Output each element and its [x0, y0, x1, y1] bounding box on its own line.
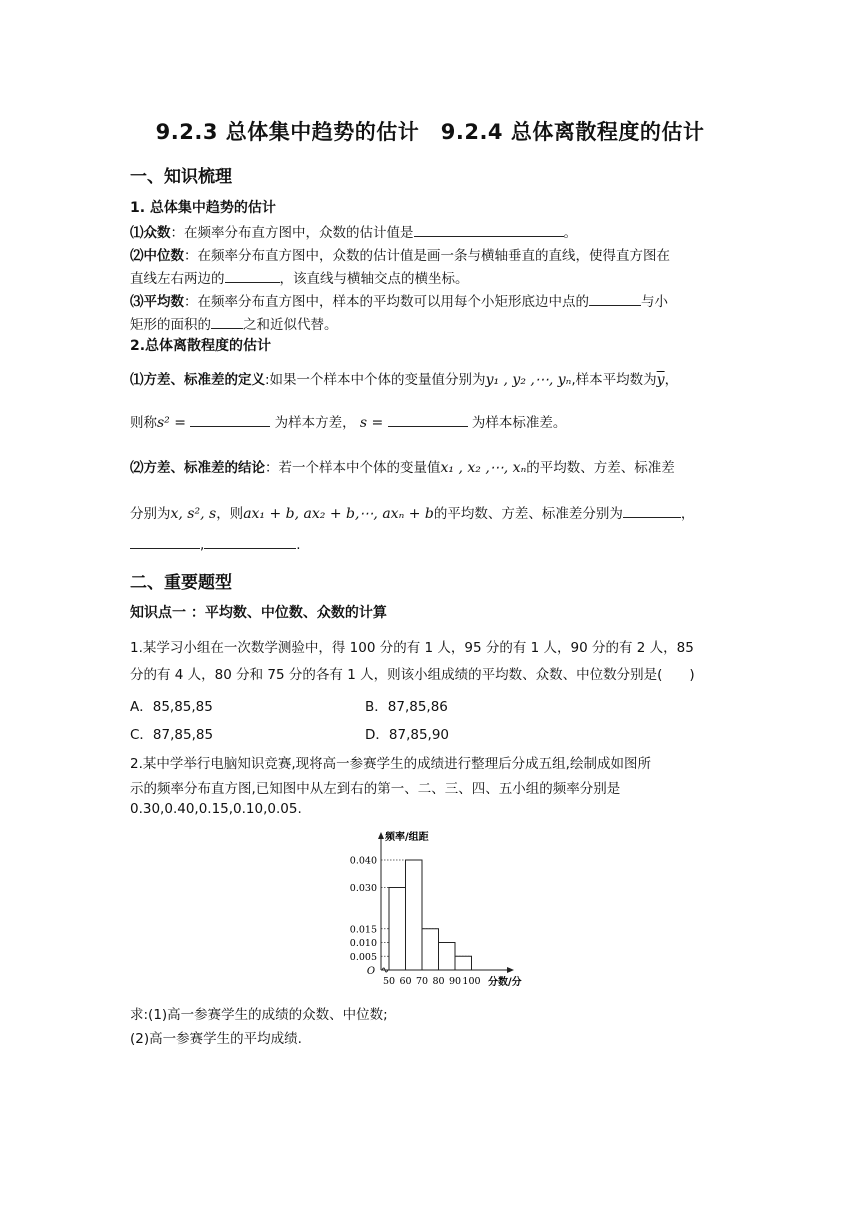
conclusion-end: .: [296, 537, 301, 553]
variance-def-2b: 为样本方差，: [274, 415, 356, 431]
mean-text-2b: 之和近似代替。: [243, 317, 338, 333]
variance-def-text2: ,样本平均数为: [571, 372, 657, 388]
mode-blank: [414, 224, 564, 237]
conclusion-line-1: [130, 456, 675, 476]
conclusion-2b: ，则: [216, 506, 244, 522]
median-line-2: [130, 267, 469, 287]
conclusion-label: ⑵方差、标准差的结论: [130, 460, 265, 476]
question-1-line-2: 分的有 4 人，80 分和 75 分的各有 1 人，则该小组成绩的平均数、众数、中位数分别是( ): [130, 667, 695, 683]
mean-line-1: [130, 290, 668, 310]
histogram-bar: [439, 943, 456, 971]
mean-text: ：在频率分布直方图中，样本的平均数可以用每个小矩形底边中点的: [184, 294, 589, 310]
conclusion-expr: ax₁ + b, ax₂ + b,⋯, axₙ + b: [243, 506, 434, 522]
mean-text-2a: 矩形的面积的: [130, 317, 211, 333]
conclusion-2c: 的平均数、方差、标准差分别为: [433, 506, 623, 522]
median-label: ⑵中位数: [130, 248, 184, 264]
question-2-line-2: 示的频率分布直方图,已知图中从左到右的第一、二、三、四、五小组的频率分别是: [130, 781, 621, 797]
conclusion-sep: ,: [200, 537, 205, 553]
conclusion-blank-1: [623, 505, 681, 518]
x-tick-label: 70: [415, 976, 429, 987]
mode-label: ⑴众数: [130, 225, 171, 241]
stddev-symbol: s =: [359, 415, 384, 431]
y-tick-label: 0.015: [349, 924, 377, 936]
page-title: 9.2.3 总体集中趋势的估计 9.2.4 总体离散程度的估计: [155, 120, 705, 144]
mean-label: ⑶平均数: [130, 294, 184, 310]
variance-def-2a: 则称: [130, 415, 157, 431]
question-1-line-1: 1.某学习小组在一次数学测验中，得 100 分的有 1 人，95 分的有 1 人，90 分的有 2 人，85: [130, 640, 694, 656]
y-tick-label: 0.040: [349, 855, 377, 867]
question-2-line-3: 0.30,0.40,0.15,0.10,0.05.: [130, 801, 302, 817]
x-tick-label: 90: [448, 976, 462, 987]
median-blank: [225, 270, 280, 283]
y-axis-label: 频率/组距: [385, 832, 429, 843]
mean-line-2: [130, 313, 338, 333]
option-c: C．87,85,85: [130, 727, 214, 743]
histogram-bar: [389, 888, 406, 971]
option-b: B．87,85,86: [365, 699, 448, 715]
y-tick-label: 0.010: [349, 938, 377, 949]
variance-symbol: s² =: [157, 415, 186, 431]
mean-blank-1: [589, 293, 641, 306]
mode-text: ：在频率分布直方图中，众数的估计值是: [170, 225, 414, 241]
histogram-bar: [422, 929, 439, 970]
conclusion-2a: 分别为: [130, 506, 171, 522]
section-heading-knowledge: 一、知识梳理: [130, 167, 232, 187]
question-2-line-1: 2.某中学举行电脑知识竞赛,现将高一参赛学生的成绩进行整理后分成五组,绘制成如图所: [130, 756, 651, 772]
conclusion-line-2: [130, 502, 694, 522]
histogram-bar: [455, 956, 472, 970]
median-text-2a: 直线左右两边的: [130, 271, 225, 287]
option-d: D．87,85,90: [365, 727, 450, 743]
conclusion-text: ：若一个样本中个体的变量值: [265, 460, 441, 476]
conclusion-text2: 的平均数、方差、标准差: [526, 460, 675, 476]
variance-blank: [190, 414, 270, 427]
conclusion-line-3: [130, 536, 301, 553]
y-tick-label: 0.005: [349, 951, 377, 963]
frequency-histogram: [320, 826, 540, 992]
median-text-2b: ，该直线与横轴交点的横坐标。: [279, 271, 469, 287]
conclusion-stats: x, s², s: [170, 506, 217, 522]
mean-text-b: 与小: [641, 294, 668, 310]
mode-line: [130, 221, 577, 241]
knowledge-point-1: 知识点一 ：平均数、中位数、众数的计算: [130, 605, 387, 621]
median-text: ：在频率分布直方图中，众数的估计值是画一条与横轴垂直的直线，使得直方图在: [184, 248, 670, 264]
variance-def-line-2: [130, 411, 566, 431]
subheading-dispersion: 2.总体离散程度的估计: [130, 338, 272, 354]
stddev-blank: [388, 414, 468, 427]
subheading-central-tendency: 1. 总体集中趋势的估计: [130, 200, 276, 216]
x-tick-label: 80: [432, 976, 445, 987]
variance-def-label: ⑴方差、标准差的定义: [130, 372, 265, 388]
origin-label: O: [366, 966, 376, 977]
ask-2: (2)高一参赛学生的平均成绩.: [130, 1031, 302, 1047]
median-line-1: [130, 244, 670, 264]
x-tick-label: 100: [462, 976, 481, 987]
histogram-bar: [406, 860, 423, 970]
x-axis-label: 分数/分: [488, 977, 522, 988]
conclusion-blank-3: [204, 536, 296, 549]
variance-def-vars: y₁ , y₂ ,⋯, yₙ: [485, 372, 572, 388]
mode-end: 。: [563, 225, 577, 241]
section-heading-question-types: 二、重要题型: [130, 573, 232, 593]
x-tick-label: 50: [382, 976, 396, 987]
x-tick-label: 60: [399, 976, 412, 987]
variance-def-line-1: [130, 368, 678, 388]
variance-def-2c: 为样本标准差。: [471, 415, 567, 431]
x-axis-arrow: [507, 967, 514, 973]
y-tick-label: 0.030: [349, 883, 377, 894]
conclusion-blank-2: [130, 536, 200, 549]
mean-blank-2: [211, 316, 243, 329]
conclusion-vars: x₁ , x₂ ,⋯, xₙ: [440, 460, 527, 476]
option-a: A．85,85,85: [130, 699, 213, 715]
variance-def-end: ，: [664, 372, 679, 388]
y-axis-arrow: [378, 832, 384, 839]
ask-1: 求:(1)高一参赛学生的成绩的众数、中位数;: [130, 1007, 388, 1023]
variance-def-text: :如果一个样本中个体的变量值分别为: [265, 372, 486, 388]
conclusion-comma: ，: [680, 506, 695, 522]
sample-mean-ybar: $\overline{y}$: [656, 372, 665, 388]
